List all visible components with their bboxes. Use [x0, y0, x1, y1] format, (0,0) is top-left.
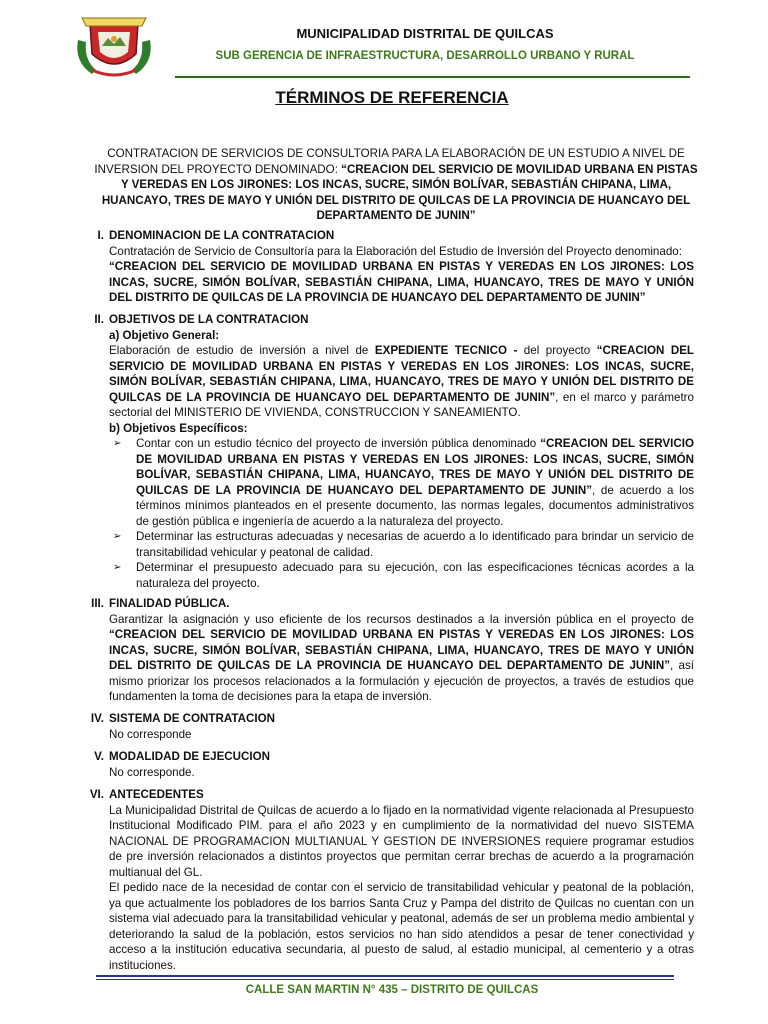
footer-divider: [96, 975, 674, 977]
project-name: “CREACION DEL SERVICIO DE MOVILIDAD URBANA EN PISTAS Y VEREDAS EN LOS JIRONES: LOS INCAS, SUCRE, SIMÓN BOLÍVAR, SEBASTIÁN CHIPANA, LIMA, HUANCAYO, TRES DE MAYO Y UNIÓN DEL DISTRITO DE QUILCAS DE LA PROVINCIA DE HUANCAYO DEL DEPARTAMENTO DE JUNIN”: [101, 162, 698, 222]
section-title: OBJETIVOS DE LA CONTRATACION: [109, 313, 309, 326]
letterhead: [0, 0, 768, 80]
paragraph: El pedido nace de la necesidad de contar con el servicio de transitabilidad vehicular y peatonal de la población, ya que actualmente los pobladores de los barrios Santa Cruz y Pampa del distrito de Quilcas no cuentan con un sistema vial adecuado para la transitabilidad vehicular y peatonal, además de ser un problema medio ambiental y deteriorando la salud de la población, estos servicios no han sido atendidos a pesar de tener conectividad y acceso a la institución educativa secundaria, al puesto de salud, al estadio municipal, al cementerio y a otras instituciones.: [109, 881, 694, 972]
section-title: MODALIDAD DE EJECUCION: [109, 750, 271, 763]
specific-objective-item: [109, 560, 694, 591]
body-text: , en el marco y parámetro sectorial del MINISTERIO DE VIVIENDA, CONSTRUCCION Y SANEAMIENTO.: [109, 390, 694, 419]
section-title: DENOMINACION DE LA CONTRATACION: [109, 229, 335, 242]
specific-objective-item: [109, 436, 694, 529]
section-modalidad: [82, 749, 694, 780]
section-heading: [82, 596, 694, 612]
footer-divider-thin: [96, 979, 674, 980]
arrow-bullet-icon: ➢: [113, 438, 122, 449]
section-heading: [82, 312, 694, 328]
section-heading: [82, 787, 694, 803]
section-title: ANTECEDENTES: [109, 788, 204, 801]
section-body: [109, 328, 694, 592]
general-objective-text: [109, 343, 694, 421]
section-body: [109, 803, 694, 974]
section-sistema: [82, 711, 694, 742]
project-name: “CREACION DEL SERVICIO DE MOVILIDAD URBANA EN PISTAS Y VEREDAS EN LOS JIRONES: LOS INCAS, SUCRE, SIMÓN BOLÍVAR, SEBASTIÁN CHIPANA, LIMA, HUANCAYO, TRES DE MAYO Y UNIÓN DEL DISTRITO DE QUILCAS DE LA PROVINCIA DE HUANCAYO DEL DEPARTAMENTO DE JUNIN”: [136, 437, 694, 497]
project-name: “CREACION DEL SERVICIO DE MOVILIDAD URBANA EN PISTAS Y VEREDAS EN LOS JIRONES: LOS INCAS, SUCRE, SIMÓN BOLÍVAR, SEBASTIÁN CHIPANA, LIMA, HUANCAYO, TRES DE MAYO Y UNIÓN DEL DISTRITO DE QUILCAS DE LA PROVINCIA DE HUANCAYO DEL DEPARTAMENTO DE JUNIN”: [109, 344, 695, 404]
body-text: Garantizar la asignación y uso eficiente de los recursos destinados a la inversión pública en el proyecto de: [109, 612, 694, 626]
section-antecedentes: [82, 787, 694, 973]
project-name: “CREACION DEL SERVICIO DE MOVILIDAD URBANA EN PISTAS Y VEREDAS EN LOS JIRONES: LOS INCAS, SUCRE, SIMÓN BOLÍVAR, SEBASTIÁN CHIPANA, LIMA, HUANCAYO, TRES DE MAYO Y UNIÓN DEL DISTRITO DE QUILCAS DE LA PROVINCIA DE HUANCAYO DEL DEPARTAMENTO DE JUNIN”: [109, 260, 694, 304]
specific-objectives-heading: b) Objetivos Específicos:: [109, 421, 248, 435]
section-number: III.: [91, 597, 104, 610]
body-text: Determinar el presupuesto adecuado para su ejecución, con las especificaciones técnicas acordes a la naturaleza del proyecto.: [136, 561, 694, 590]
sub-gerencia-name: SUB GERENCIA DE INFRAESTRUCTURA, DESARROLLO URBANO Y RURAL: [215, 50, 635, 62]
body-bold: EXPEDIENTE TECNICO -: [374, 344, 518, 357]
intro-paragraph: [92, 146, 700, 224]
section-body: No corresponde.: [109, 765, 195, 779]
section-finalidad: [82, 596, 694, 705]
arrow-bullet-icon: ➢: [113, 531, 122, 542]
section-heading: [82, 228, 694, 244]
section-heading: [82, 711, 694, 727]
body-text: , de acuerdo a los términos mínimos planteados en el presente documento, las normas legales, documentos administrativos de gestión pública e ingeniería de acuerdo a la naturaleza del proyecto.: [136, 483, 694, 528]
section-number: VI.: [89, 788, 104, 801]
section-title: FINALIDAD PÚBLICA.: [109, 597, 230, 610]
body-text: del proyecto: [517, 344, 597, 357]
specific-objective-item: [109, 529, 694, 560]
section-body: [109, 612, 694, 705]
document-title: TÉRMINOS DE REFERENCIA: [275, 88, 509, 107]
section-body: [109, 244, 694, 306]
section-denominacion: [82, 228, 694, 306]
body-text: , así mismo priorizar los procesos relacionados a la formulación y ejecución de proyectos, a través de estudios que fundamenten la toma de decisiones para la etapa de inversión.: [109, 659, 694, 703]
footer-address: CALLE SAN MARTIN N° 435 – DISTRITO DE QUILCAS: [245, 984, 539, 996]
intro-text: CONTRATACION DE SERVICIOS DE CONSULTORIA PARA LA ELABORACIÓN DE UN ESTUDIO A NIVEL DE INVERSION DEL PROYECTO DENOMINADO:: [94, 147, 685, 176]
arrow-bullet-icon: ➢: [113, 562, 122, 573]
section-body: No corresponde: [109, 727, 192, 741]
section-objetivos: [82, 312, 694, 591]
municipality-name: MUNICIPALIDAD DISTRITAL DE QUILCAS: [296, 26, 554, 41]
section-number: II.: [94, 313, 104, 326]
body-text: Elaboración de estudio de inversión a nivel de: [109, 344, 375, 357]
header-divider: [175, 76, 690, 78]
municipal-coat-of-arms-logo: [72, 10, 156, 80]
section-number: IV.: [90, 712, 104, 725]
general-objective-heading: a) Objetivo General:: [109, 328, 220, 342]
paragraph: La Municipalidad Distrital de Quilcas de acuerdo a lo fijado en la normatividad vigente relacionada al Presupuesto Institucional Modificado PIM. para el año 2023 y en cumplimiento de la normatividad del nuevo SISTEMA NACIONAL DE PROGRAMACION MULTIANUAL Y GESTION DE INVERSIONES requiere programar estudios de pre inversión relacionados a distintos proyectos que permitan cerrar brechas de acuerdo a la programación multianual del GL.: [109, 803, 694, 879]
body-text: Contratación de Servicio de Consultoría para la Elaboración del Estudio de Inversión del Proyecto denominado:: [109, 244, 682, 258]
section-title: SISTEMA DE CONTRATACION: [109, 712, 275, 725]
section-heading: [82, 749, 694, 765]
section-number: V.: [94, 750, 104, 763]
section-number: I.: [97, 229, 104, 242]
body-text: Determinar las estructuras adecuadas y necesarias de acuerdo a lo identificado para brindar un servicio de transitabilidad vehicular y peatonal de calidad.: [136, 530, 694, 559]
body-text: Contar con un estudio técnico del proyecto de inversión pública denominado: [136, 437, 541, 450]
project-name: “CREACION DEL SERVICIO DE MOVILIDAD URBANA EN PISTAS Y VEREDAS EN LOS JIRONES: LOS INCAS, SUCRE, SIMÓN BOLÍVAR, SEBASTIÁN CHIPANA, LIMA, HUANCAYO, TRES DE MAYO Y UNIÓN DEL DISTRITO DE QUILCAS DE LA PROVINCIA DE HUANCAYO DEL DEPARTAMENTO DE JUNIN”: [109, 628, 694, 672]
